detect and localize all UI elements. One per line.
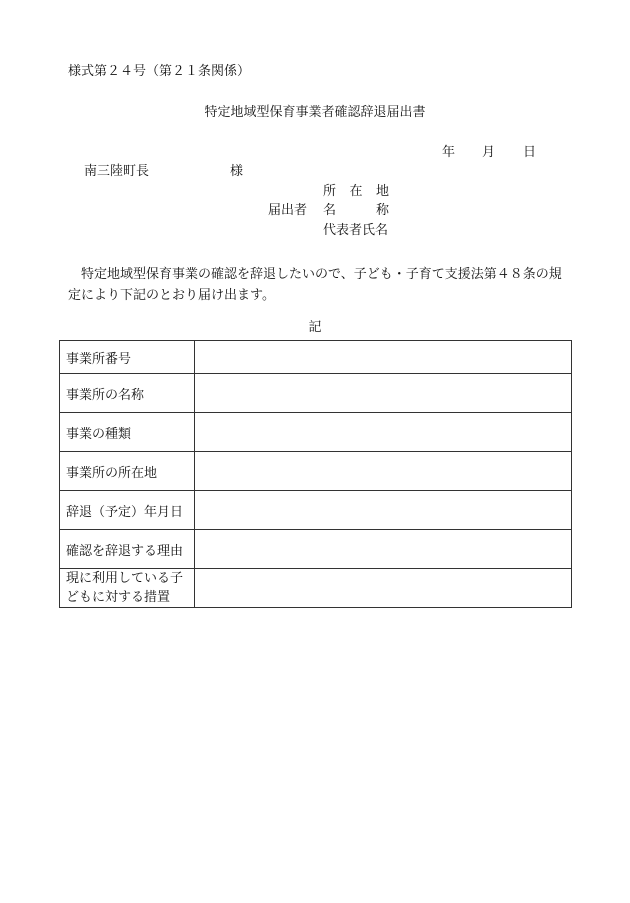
table-row <box>60 374 572 413</box>
row-label: 辞退（予定）年月日 <box>60 491 195 530</box>
address-label-char: 所 <box>323 184 337 199</box>
addressee: 南三陸町長 <box>84 164 150 179</box>
name-label-char: 名 <box>323 203 337 218</box>
form-number: 様式第２４号（第２１条関係） <box>68 64 251 79</box>
row-value-cell[interactable] <box>195 341 572 374</box>
body-text: 特定地域型保育事業の確認を辞退したいので、子ども・子育て支援法第４８条の規定により下記のとおり届け出ます。 <box>68 267 562 303</box>
row-label: 事業所の所在地 <box>60 452 195 491</box>
row-label: 現に利用している子どもに対する措置 <box>60 569 195 608</box>
address-label-char: 在 <box>349 184 363 199</box>
ki-label: 記 <box>308 320 322 335</box>
name-label-char: 称 <box>375 203 389 218</box>
date-day-label: 日 <box>523 145 537 160</box>
representative-label: 代表者氏名 <box>323 223 389 238</box>
details-table <box>59 340 572 608</box>
row-value-cell[interactable] <box>195 491 572 530</box>
date-year-label: 年 <box>442 145 456 160</box>
row-label: 事業の種類 <box>60 413 195 452</box>
row-value-cell[interactable] <box>195 413 572 452</box>
table-row <box>60 452 572 491</box>
row-value-cell[interactable] <box>195 374 572 413</box>
row-label: 事業所番号 <box>60 341 195 374</box>
applicant-label: 届出者 <box>268 203 308 218</box>
table-row <box>60 491 572 530</box>
date-month-label: 月 <box>482 145 496 160</box>
document-title: 特定地域型保育事業者確認辞退届出書 <box>204 105 426 120</box>
table-row <box>60 413 572 452</box>
table-row <box>60 530 572 569</box>
honorific: 様 <box>230 164 244 179</box>
row-value-cell[interactable] <box>195 452 572 491</box>
row-value-cell[interactable] <box>195 530 572 569</box>
address-label-char: 地 <box>375 184 389 199</box>
table-row <box>60 569 572 608</box>
address-label <box>323 184 389 200</box>
row-value-cell[interactable] <box>195 569 572 608</box>
table-row <box>60 341 572 374</box>
name-label <box>323 203 389 219</box>
row-label: 確認を辞退する理由 <box>60 530 195 569</box>
row-label: 事業所の名称 <box>60 374 195 413</box>
